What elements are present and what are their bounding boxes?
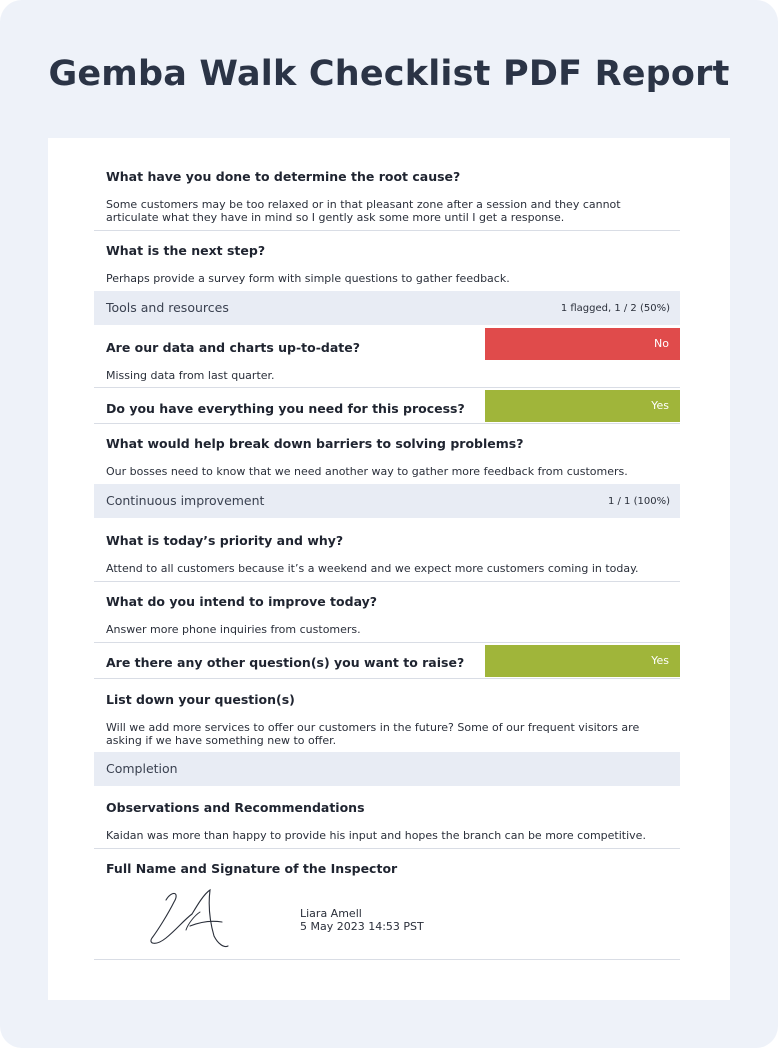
report-page — [48, 138, 730, 1000]
answer-break-barriers: Our bosses need to know that we need another way to gather more feedback from customers. — [106, 465, 628, 478]
question-inspector-signature: Full Name and Signature of the Inspector — [106, 861, 398, 876]
signature-timestamp: 5 May 2023 14:53 PST — [300, 920, 424, 933]
response-label: No — [654, 337, 669, 350]
section-completion — [94, 752, 680, 786]
section-score: 1 / 1 (100%) — [607, 496, 670, 507]
signature-image — [144, 886, 244, 950]
answer-observations: Kaidan was more than happy to provide his input and hopes the branch can be more competitive. — [106, 829, 646, 842]
section-label: Tools and resources — [106, 300, 229, 315]
response-no-badge — [485, 328, 680, 360]
question-observations: Observations and Recommendations — [106, 800, 365, 815]
section-score: 1 flagged, 1 / 2 (50%) — [560, 303, 670, 314]
answer-list-questions: Will we add more services to offer our customers in the future? Some of our frequent visitors are asking if we have something new to offer. — [106, 721, 640, 747]
question-root-cause: What have you done to determine the root cause? — [106, 169, 461, 184]
question-break-barriers: What would help break down barriers to solving problems? — [106, 436, 524, 451]
divider — [94, 848, 680, 849]
answer-root-cause: Some customers may be too relaxed or in that pleasant zone after a session and they cannot articulate what they have in mind so I gently ask some more until I get a response. — [106, 198, 621, 224]
question-list-questions: List down your question(s) — [106, 692, 295, 707]
section-tools-and-resources — [94, 291, 680, 325]
divider — [94, 642, 680, 643]
section-label: Continuous improvement — [106, 493, 265, 508]
divider — [94, 959, 680, 960]
inspector-name: Liara Amell — [300, 907, 362, 920]
divider — [94, 678, 680, 679]
question-next-step: What is the next step? — [106, 243, 266, 258]
question-improve-today: What do you intend to improve today? — [106, 594, 378, 609]
section-label: Completion — [106, 761, 178, 776]
answer-improve-today: Answer more phone inquiries from customers. — [106, 623, 361, 636]
page-title: Gemba Walk Checklist PDF Report — [48, 54, 730, 94]
question-todays-priority: What is today’s priority and why? — [106, 533, 344, 548]
response-label: Yes — [651, 654, 669, 667]
question-other-questions: Are there any other question(s) you want to raise? — [106, 655, 465, 670]
section-continuous-improvement — [94, 484, 680, 518]
answer-next-step: Perhaps provide a survey form with simple questions to gather feedback. — [106, 272, 510, 285]
response-yes-badge — [485, 645, 680, 677]
question-data-charts: Are our data and charts up-to-date? — [106, 340, 360, 355]
answer-todays-priority: Attend to all customers because it’s a weekend and we expect more customers coming in today. — [106, 562, 639, 575]
question-everything-needed: Do you have everything you need for this process? — [106, 401, 465, 416]
divider — [94, 230, 680, 231]
divider — [94, 581, 680, 582]
answer-data-charts: Missing data from last quarter. — [106, 369, 275, 382]
divider — [94, 423, 680, 424]
response-label: Yes — [651, 399, 669, 412]
response-yes-badge — [485, 390, 680, 422]
divider — [94, 387, 680, 388]
